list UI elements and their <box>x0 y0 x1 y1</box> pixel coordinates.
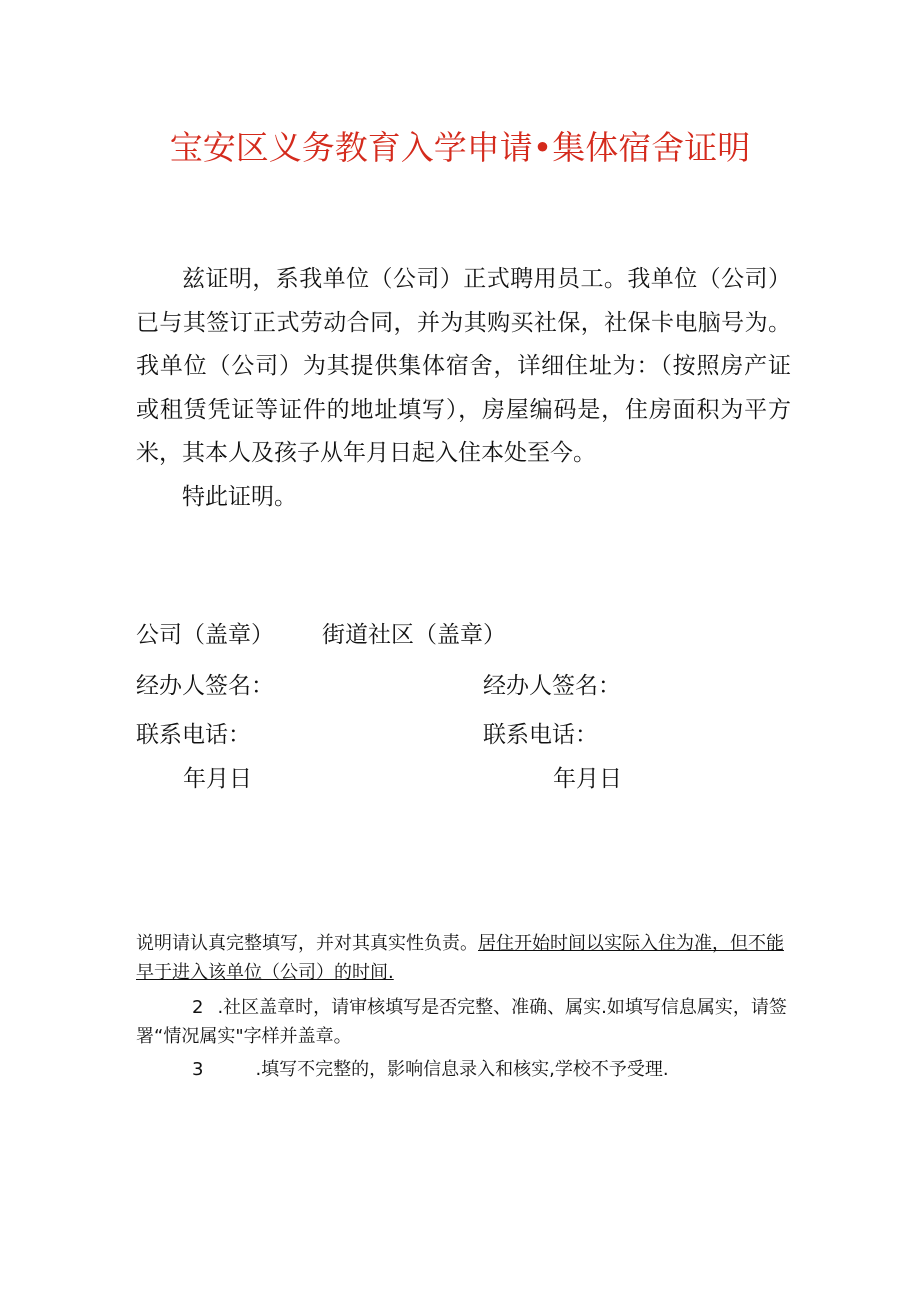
body-paragraph-closing: 特此证明。 <box>182 483 297 510</box>
note-2-text: .社区盖章时，请审核填写是否完整、准确、属实.如填写信息属实，请签署“情况属实"字样并盖章。 <box>136 997 787 1047</box>
note-2-number: 2 <box>192 997 204 1018</box>
note-1 <box>136 929 791 987</box>
date-left: 年月日 <box>183 766 252 792</box>
note-2 <box>136 993 791 1051</box>
company-seal-label: 公司（盖章） <box>136 622 274 648</box>
note-3-text: .填写不完整的，影响信息录入和核实,学校不予受理. <box>255 1059 669 1080</box>
note-3 <box>136 1055 791 1084</box>
phone-label-left: 联系电话： <box>136 722 251 748</box>
handler-signature-right: 经办人签名： <box>483 673 621 699</box>
handler-signature-left: 经办人签名： <box>136 673 274 699</box>
phone-label-right: 联系电话： <box>483 722 598 748</box>
community-seal-label: 街道社区（盖章） <box>322 622 506 648</box>
certificate-body <box>136 258 791 519</box>
body-paragraph-main: 兹证明，系我单位（公司）正式聘用员工。我单位（公司）已与其签订正式劳动合同，并为其购买社保，社保卡电脑号为。我单位（公司）为其提供集体宿舍，详细住址为：（按照房产证或租赁凭证等证件的地址填写），房屋编码是，住房面积为平方米，其本人及孩子从年月日起入住本处至今。 <box>136 266 791 466</box>
note-3-number: 3 <box>192 1059 204 1080</box>
date-right: 年月日 <box>553 766 622 792</box>
note-1-part-a: 说明请认真完整填写，并对其真实性负责。 <box>136 933 478 954</box>
note-1-part-b: 居住开始时间以实际入住为准，但不能早于进入该单位（公司）的时间. <box>136 933 784 983</box>
document-title: 宝安区义务教育入学申请•集体宿舍证明 <box>169 128 751 167</box>
